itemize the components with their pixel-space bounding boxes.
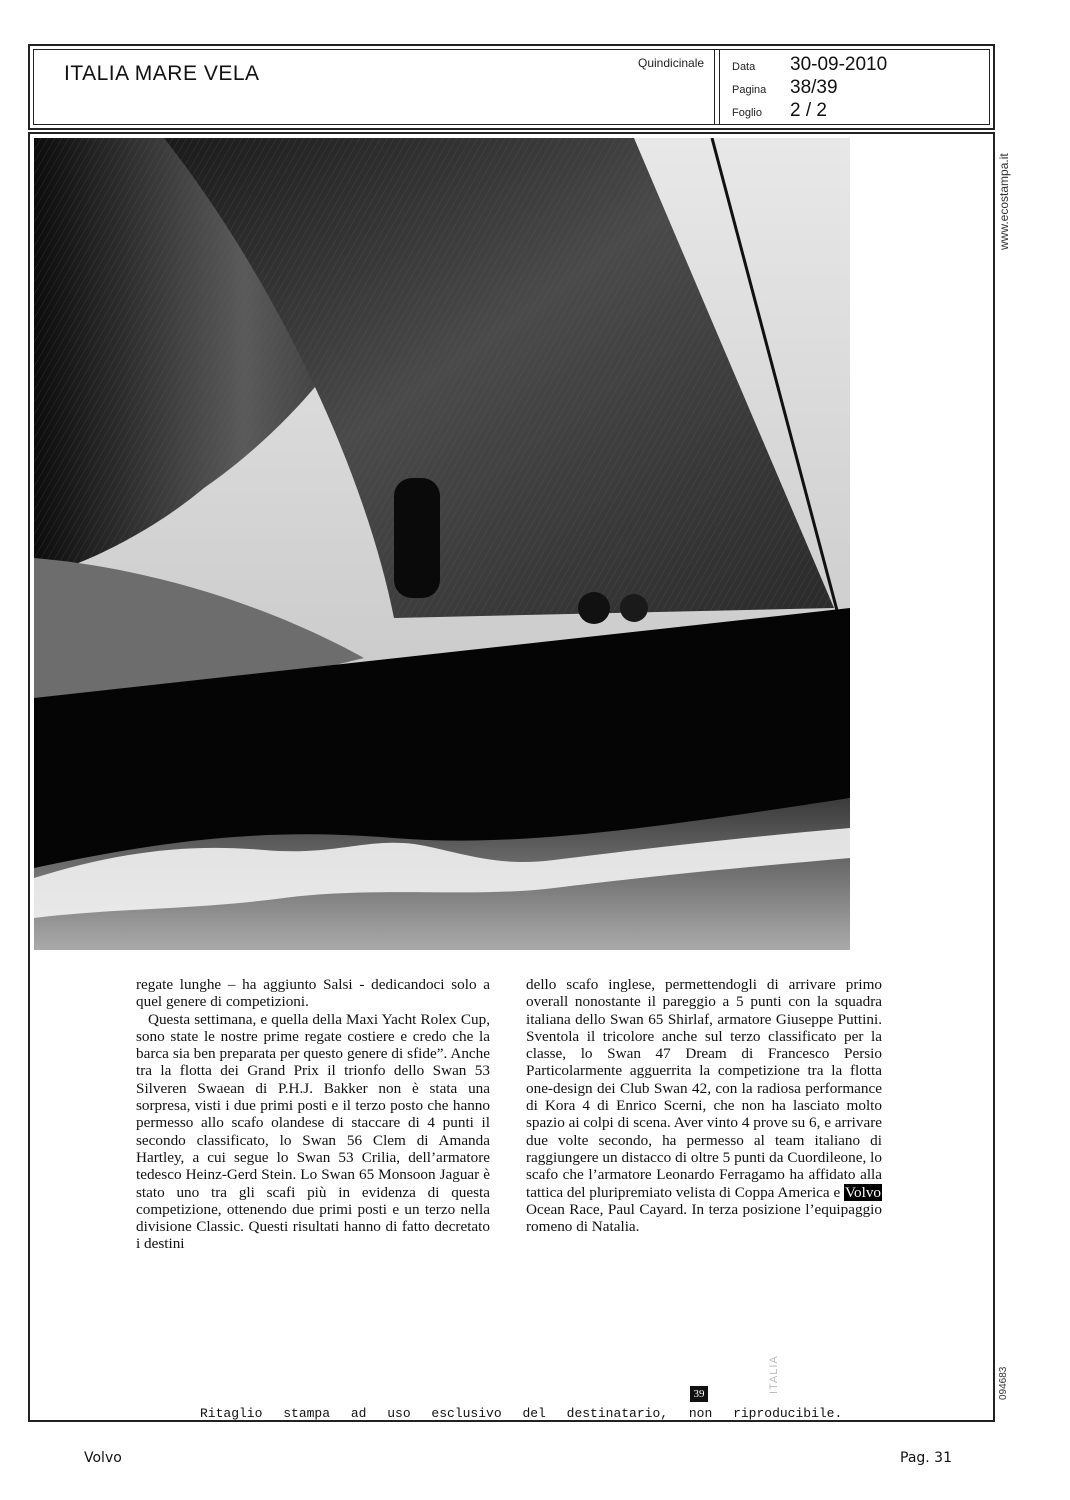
article-text: Ocean Race, Paul Cayard. In terza posizione l’equipaggio romeno di Natalia. [526, 1200, 882, 1236]
article-text: dello scafo inglese, permettendogli di arrivare primo overall nonostante il pareggio a 5 punti con la squadra italiana dello Swan 65 Shirlaf, armatore Giuseppe Puttini. Sventola il tricolore anche sul terzo classificato per la classe, lo Swan 47 Dream di Francesco Persio Particolarmente agguerrita la competizione tra la flotta one-design dei Club Swan 42, con la radiosa performance di Kora 4 di Enrico Scerni, che non ha lasciato molto spazio ai colpi di scena. Aver vinto 4 prove su 6, e arrivare due volte secondo, ha permesso al team italiano di raggiungere un distacco di oltre 5 punti da Cuordileone, lo scafo che l’armatore Leonardo Ferragamo ha affidato alla tattica del pluripremiato velista di Coppa America e [526, 976, 882, 1201]
clip-code: 094683 [998, 1366, 1009, 1400]
keyword-highlight: Volvo [845, 1183, 882, 1201]
header-inner-frame [33, 49, 990, 125]
crew-member [620, 594, 648, 622]
clipping-notice: Ritaglio stampa ad uso esclusivo del destinatario, non riproducibile. [200, 1406, 843, 1421]
footer-page-number: Pag. 31 [900, 1450, 952, 1466]
date-label: Data [732, 61, 756, 73]
italia-watermark: ITALIA [768, 1355, 780, 1394]
article-column-left [136, 976, 490, 1253]
frequency-label: Quindicinale [638, 56, 705, 70]
article-paragraph [526, 976, 882, 1235]
sailboat-photo [34, 138, 850, 950]
source-url: www.ecostampa.it [997, 153, 1011, 250]
publication-title: ITALIA MARE VELA [64, 62, 260, 85]
footer-keyword: Volvo [84, 1450, 122, 1466]
page-value: 38/39 [790, 77, 838, 98]
article-header [28, 44, 995, 130]
article-paragraph: regate lunghe – ha aggiunto Salsi - dedicandoci solo a quel genere di competizioni. [136, 976, 490, 1011]
sheet-value: 2 / 2 [790, 100, 827, 121]
page-label: Pagina [732, 84, 767, 96]
sheet-label: Foglio [732, 107, 762, 119]
header-divider [714, 50, 715, 124]
article-column-right [526, 976, 882, 1235]
magazine-page-number: 39 [690, 1386, 708, 1402]
header-divider [719, 50, 720, 124]
date-value: 30-09-2010 [790, 54, 888, 75]
winch-grinder [394, 478, 440, 598]
crew-member [578, 592, 610, 624]
article-paragraph: Questa settimana, e quella della Maxi Yacht Rolex Cup, sono state le nostre prime regate costiere e credo che la barca sia ben preparata per questo genere di sfide”. Anche tra la flotta dei Grand Prix il trionfo dello Swan 53 Silveren Swaean di P.H.J. Bakker non è stata una sorpresa, visti i due primi posti e il terzo posto che hanno permesso allo scafo olandese di staccare di 4 punti il secondo classificato, lo Swan 56 Clem di Amanda Hartley, a cui segue lo Swan 53 Crilia, dell’armatore tedesco Heinz-Gerd Stein. Lo Swan 65 Monsoon Jaguar è stato uno tra gli scafi più in evidenza di questa competizione, ottenendo due primi posti e un terzo nella divisione Classic. Questi risultati hanno di fatto decretato i destini [136, 1010, 490, 1253]
